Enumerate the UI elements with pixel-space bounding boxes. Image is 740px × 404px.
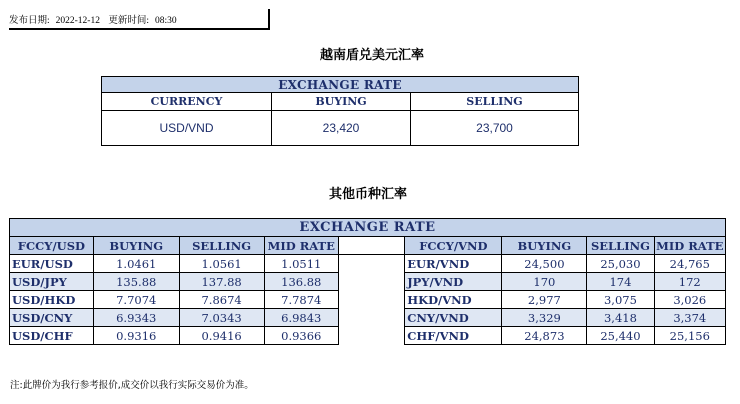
buying-cell: 170 <box>502 273 587 291</box>
selling-cell: 0.9416 <box>179 327 264 345</box>
currency-header: CURRENCY <box>102 93 272 111</box>
buying-cell: 6.9343 <box>93 309 179 327</box>
fccy-vnd-header: FCCY/VND <box>405 237 502 255</box>
column-gap <box>339 273 405 291</box>
mid-rate-cell: 0.9366 <box>264 327 338 345</box>
selling-cell: 25,030 <box>587 255 654 273</box>
selling-cell: 3,075 <box>587 291 654 309</box>
exchange-rate-band: EXCHANGE RATE <box>102 77 579 93</box>
table-row <box>10 291 726 309</box>
table-row <box>10 327 726 345</box>
buying-cell: 7.7074 <box>93 291 179 309</box>
pair-cell: USD/CNY <box>10 309 94 327</box>
mid-rate-cell: 136.88 <box>264 273 338 291</box>
selling-header: SELLING <box>411 93 579 111</box>
column-gap <box>339 255 405 273</box>
mid-rate-cell: 3,026 <box>654 291 725 309</box>
selling-cell: 174 <box>587 273 654 291</box>
table-row <box>10 309 726 327</box>
pair-cell: EUR/VND <box>405 255 502 273</box>
publish-info <box>9 9 270 30</box>
pair-cell: CNY/VND <box>405 309 502 327</box>
buying-cell: 1.0461 <box>93 255 179 273</box>
mid-rate-cell: 3,374 <box>654 309 725 327</box>
fccy-usd-header: FCCY/USD <box>10 237 94 255</box>
publish-date: 2022-12-12 <box>55 16 100 26</box>
vnd-selling-header: SELLING <box>587 237 654 255</box>
pair-cell: USD/CHF <box>10 327 94 345</box>
footer-note: 注:此牌价为我行参考报价,成交价以我行实际交易价为准。 <box>10 380 254 391</box>
selling-cell: 23,700 <box>411 111 579 146</box>
mid-rate-cell: 25,156 <box>654 327 725 345</box>
vnd-usd-rate-table <box>101 76 579 146</box>
vnd-buying-header: BUYING <box>502 237 587 255</box>
selling-cell: 3,418 <box>587 309 654 327</box>
pair-cell: CHF/VND <box>405 327 502 345</box>
selling-cell: 7.0343 <box>179 309 264 327</box>
vnd-usd-title: 越南盾兑美元汇率 <box>319 48 424 63</box>
update-time: 08:30 <box>154 16 177 26</box>
mid-rate-cell: 6.9843 <box>264 309 338 327</box>
column-gap <box>339 237 405 255</box>
buying-cell: 23,420 <box>272 111 411 146</box>
selling-cell: 137.88 <box>179 273 264 291</box>
selling-cell: 1.0561 <box>179 255 264 273</box>
selling-cell: 25,440 <box>587 327 654 345</box>
update-time-label: 更新时间: <box>108 16 149 26</box>
other-currencies-table <box>9 218 726 345</box>
pair-cell: HKD/VND <box>405 291 502 309</box>
buying-cell: 24,873 <box>502 327 587 345</box>
buying-cell: 2,977 <box>502 291 587 309</box>
column-gap <box>339 327 405 345</box>
usd-selling-header: SELLING <box>179 237 264 255</box>
mid-rate-cell: 24,765 <box>654 255 725 273</box>
column-gap <box>339 291 405 309</box>
pair-cell: USD/HKD <box>10 291 94 309</box>
mid-rate-cell: 172 <box>654 273 725 291</box>
buying-cell: 3,329 <box>502 309 587 327</box>
currency-cell: USD/VND <box>102 111 272 146</box>
exchange-rate-band: EXCHANGE RATE <box>10 219 726 237</box>
other-currencies-title: 其他币种汇率 <box>328 187 407 202</box>
publish-date-label: 发布日期: <box>9 16 50 26</box>
mid-rate-cell: 7.7874 <box>264 291 338 309</box>
pair-cell: JPY/VND <box>405 273 502 291</box>
vnd-mid-rate-header: MID RATE <box>654 237 725 255</box>
usd-buying-header: BUYING <box>93 237 179 255</box>
table-row <box>10 273 726 291</box>
mid-rate-cell: 1.0511 <box>264 255 338 273</box>
buying-cell: 135.88 <box>93 273 179 291</box>
buying-header: BUYING <box>272 93 411 111</box>
column-gap <box>339 309 405 327</box>
buying-cell: 24,500 <box>502 255 587 273</box>
buying-cell: 0.9316 <box>93 327 179 345</box>
usd-mid-rate-header: MID RATE <box>264 237 338 255</box>
pair-cell: EUR/USD <box>10 255 94 273</box>
pair-cell: USD/JPY <box>10 273 94 291</box>
table-row <box>10 255 726 273</box>
selling-cell: 7.8674 <box>179 291 264 309</box>
